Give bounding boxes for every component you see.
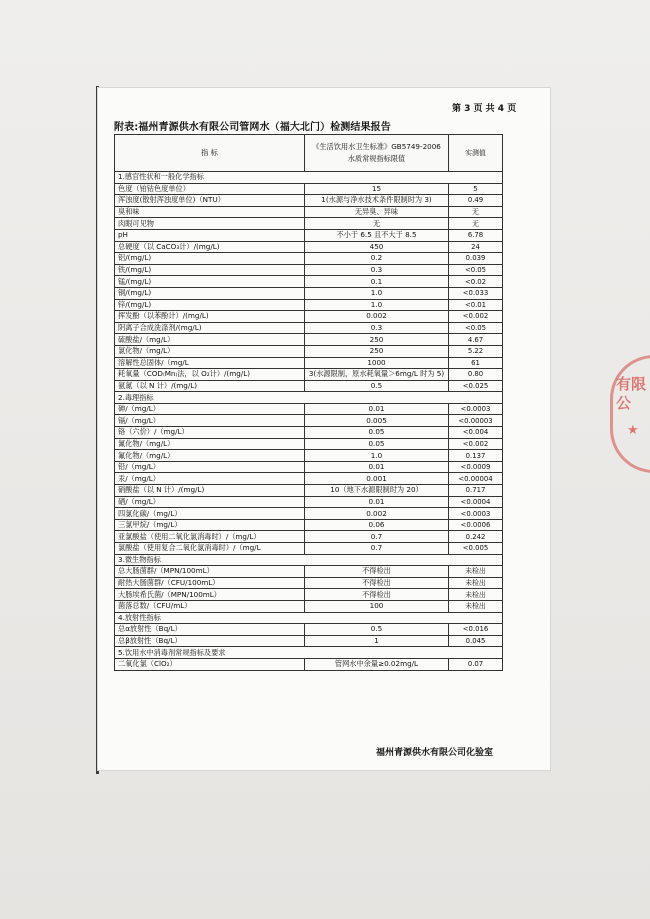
table-row bbox=[115, 311, 503, 323]
measured-value-cell: 未检出 bbox=[449, 577, 503, 589]
measured-column-header: 实测值 bbox=[449, 135, 503, 172]
limit-cell: 0.1 bbox=[305, 276, 449, 288]
indicator-cell: pH bbox=[115, 229, 305, 241]
red-seal-star: ★ bbox=[627, 423, 639, 438]
section-row bbox=[115, 612, 503, 624]
indicator-cell: 铁/(mg/L) bbox=[115, 264, 305, 276]
table-row bbox=[115, 543, 503, 555]
section-row bbox=[115, 392, 503, 404]
limit-cell: 0.05 bbox=[305, 438, 449, 450]
table-row bbox=[115, 229, 503, 241]
indicator-cell: 总硬度（以 CaCO₃计）/(mg/L) bbox=[115, 241, 305, 253]
measured-value-cell: 无 bbox=[449, 218, 503, 230]
limit-cell: 0.002 bbox=[305, 311, 449, 323]
measured-value-cell: 无 bbox=[449, 206, 503, 218]
indicator-cell: 锰/(mg/L) bbox=[115, 276, 305, 288]
limit-cell: 1000 bbox=[305, 357, 449, 369]
measured-value-cell: <0.004 bbox=[449, 427, 503, 439]
indicator-cell: 浑浊度(散射浑浊度单位)（NTU） bbox=[115, 195, 305, 207]
table-row bbox=[115, 624, 503, 636]
limit-cell: 无 bbox=[305, 218, 449, 230]
indicator-cell: 铝/(mg/L) bbox=[115, 253, 305, 265]
section-row bbox=[115, 554, 503, 566]
table-row bbox=[115, 589, 503, 601]
measured-value-cell: <0.02 bbox=[449, 276, 503, 288]
page-number: 第 3 页 共 4 页 bbox=[452, 104, 517, 114]
table-row bbox=[115, 577, 503, 589]
table-row bbox=[115, 519, 503, 531]
indicator-cell: 铅/（mg/L） bbox=[115, 461, 305, 473]
measured-value-cell: <0.002 bbox=[449, 311, 503, 323]
water-quality-table bbox=[114, 134, 503, 671]
limit-cell: 3(水源限制，原水耗氧量＞6mg/L 时为 5) bbox=[305, 369, 449, 381]
table-row bbox=[115, 600, 503, 612]
measured-value-cell: <0.033 bbox=[449, 287, 503, 299]
indicator-cell: 砷/（mg/L） bbox=[115, 403, 305, 415]
report-title: 附表:福州青源供水有限公司管网水（福大北门）检测结果报告 bbox=[114, 122, 391, 133]
limit-cell: 不得检出 bbox=[305, 566, 449, 578]
table-row bbox=[115, 415, 503, 427]
table-row bbox=[115, 276, 503, 288]
section-label: 1.感官性状和一般化学指标 bbox=[115, 172, 503, 184]
indicator-cell: 耐热大肠菌群/（CFU/100mL） bbox=[115, 577, 305, 589]
limit-cell: 0.005 bbox=[305, 415, 449, 427]
limit-cell: 15 bbox=[305, 183, 449, 195]
table-row bbox=[115, 450, 503, 462]
table-header-row bbox=[115, 135, 503, 172]
indicator-cell: 总β放射性（Bq/L） bbox=[115, 635, 305, 647]
measured-value-cell: 0.49 bbox=[449, 195, 503, 207]
indicator-cell: 二氧化氯（ClO₂） bbox=[115, 658, 305, 670]
limit-cell: 1.0 bbox=[305, 287, 449, 299]
table-row bbox=[115, 461, 503, 473]
indicator-cell: 铬（六价）/（mg/L） bbox=[115, 427, 305, 439]
indicator-cell: 溶解性总固体/（mg/L bbox=[115, 357, 305, 369]
limit-cell: 0.01 bbox=[305, 461, 449, 473]
limit-cell: 1.0 bbox=[305, 299, 449, 311]
measured-value-cell: <0.025 bbox=[449, 380, 503, 392]
indicator-cell: 硝酸盐（以 N 计）/(mg/L) bbox=[115, 485, 305, 497]
section-row bbox=[115, 172, 503, 184]
indicator-cell: 硒/（mg/L） bbox=[115, 496, 305, 508]
measured-value-cell: 5 bbox=[449, 183, 503, 195]
measured-value-cell: <0.05 bbox=[449, 264, 503, 276]
table-row bbox=[115, 322, 503, 334]
limit-cell: 0.002 bbox=[305, 508, 449, 520]
limit-column-header bbox=[305, 135, 449, 172]
table-row bbox=[115, 287, 503, 299]
table-row bbox=[115, 183, 503, 195]
table-row bbox=[115, 508, 503, 520]
indicator-cell: 大肠埃希氏菌/（MPN/100mL） bbox=[115, 589, 305, 601]
limit-cell: 1(水源与净水技术条件限制时为 3) bbox=[305, 195, 449, 207]
indicator-cell: 氨氮（以 N 计）/(mg/L) bbox=[115, 380, 305, 392]
table-row bbox=[115, 264, 503, 276]
table-row bbox=[115, 531, 503, 543]
indicator-cell: 总α放射性（Bq/L） bbox=[115, 624, 305, 636]
measured-value-cell: 24 bbox=[449, 241, 503, 253]
section-label: 3.微生物指标 bbox=[115, 554, 503, 566]
indicator-cell: 氯化物/（mg/L） bbox=[115, 345, 305, 357]
limit-cell: 1.0 bbox=[305, 450, 449, 462]
table-row bbox=[115, 403, 503, 415]
limit-header-standard: 《生活饮用水卫生标准》GB5749-2006 bbox=[312, 142, 441, 151]
limit-cell: 0.001 bbox=[305, 473, 449, 485]
measured-value-cell: 0.80 bbox=[449, 369, 503, 381]
measured-value-cell: <0.0004 bbox=[449, 496, 503, 508]
table-body bbox=[115, 172, 503, 671]
measured-value-cell: 0.717 bbox=[449, 485, 503, 497]
indicator-cell: 氰化物/（mg/L） bbox=[115, 438, 305, 450]
indicator-cell: 耗氧量（COD₍Mn₎法，以 O₂计）/(mg/L) bbox=[115, 369, 305, 381]
limit-cell: 10（地下水源限制时为 20） bbox=[305, 485, 449, 497]
measured-value-cell: <0.005 bbox=[449, 543, 503, 555]
indicator-cell: 镉/（mg/L） bbox=[115, 415, 305, 427]
measured-value-cell: 0.045 bbox=[449, 635, 503, 647]
measured-value-cell: 5.22 bbox=[449, 345, 503, 357]
indicator-cell: 铜/(mg/L) bbox=[115, 287, 305, 299]
limit-cell: 0.5 bbox=[305, 624, 449, 636]
table-row bbox=[115, 369, 503, 381]
measured-value-cell: <0.0003 bbox=[449, 403, 503, 415]
indicator-cell: 臭和味 bbox=[115, 206, 305, 218]
section-label: 4.放射性指标 bbox=[115, 612, 503, 624]
indicator-cell: 肉眼可见物 bbox=[115, 218, 305, 230]
limit-cell: 管网水中余量≥0.02mg/L bbox=[305, 658, 449, 670]
section-label: 5.饮用水中消毒剂常规指标及要求 bbox=[115, 647, 503, 659]
measured-value-cell: <0.00003 bbox=[449, 415, 503, 427]
indicator-cell: 氯酸盐（使用复合二氧化氯消毒时）/（mg/L bbox=[115, 543, 305, 555]
limit-header-subtitle: 水质常规指标限值 bbox=[347, 154, 406, 163]
indicator-cell: 色度（铂钴色度单位） bbox=[115, 183, 305, 195]
measured-value-cell: 0.242 bbox=[449, 531, 503, 543]
table-row bbox=[115, 438, 503, 450]
limit-cell: 不得检出 bbox=[305, 577, 449, 589]
indicator-cell: 硫酸盐/（mg/L） bbox=[115, 334, 305, 346]
measured-value-cell: <0.0009 bbox=[449, 461, 503, 473]
table-row bbox=[115, 473, 503, 485]
table-row bbox=[115, 496, 503, 508]
indicator-cell: 三氯甲烷/（mg/L） bbox=[115, 519, 305, 531]
indicator-cell: 汞/（mg/L） bbox=[115, 473, 305, 485]
table-row bbox=[115, 241, 503, 253]
indicator-cell: 挥发酚（以苯酚计）/(mg/L) bbox=[115, 311, 305, 323]
limit-cell: 0.01 bbox=[305, 496, 449, 508]
indicator-cell: 氟化物/（mg/L） bbox=[115, 450, 305, 462]
table-row bbox=[115, 345, 503, 357]
measured-value-cell: 4.67 bbox=[449, 334, 503, 346]
section-row bbox=[115, 647, 503, 659]
measured-value-cell: <0.05 bbox=[449, 322, 503, 334]
limit-cell: 100 bbox=[305, 600, 449, 612]
section-label: 2.毒理指标 bbox=[115, 392, 503, 404]
measured-value-cell: 未检出 bbox=[449, 600, 503, 612]
measured-value-cell: <0.0003 bbox=[449, 508, 503, 520]
indicator-cell: 亚氯酸盐（使用二氧化氯消毒时）/（mg/L） bbox=[115, 531, 305, 543]
measured-value-cell: 未检出 bbox=[449, 589, 503, 601]
limit-cell: 0.2 bbox=[305, 253, 449, 265]
indicator-cell: 阴离子合成洗涤剂/(mg/L) bbox=[115, 322, 305, 334]
limit-cell: 250 bbox=[305, 345, 449, 357]
red-seal-text: 有限公 bbox=[616, 375, 647, 412]
limit-cell: 250 bbox=[305, 334, 449, 346]
table-row bbox=[115, 427, 503, 439]
table-row bbox=[115, 334, 503, 346]
limit-cell: 0.7 bbox=[305, 543, 449, 555]
limit-cell: 不得检出 bbox=[305, 589, 449, 601]
table-row bbox=[115, 566, 503, 578]
limit-cell: 0.3 bbox=[305, 322, 449, 334]
limit-cell: 0.01 bbox=[305, 403, 449, 415]
table-row bbox=[115, 485, 503, 497]
measured-value-cell: 0.137 bbox=[449, 450, 503, 462]
lab-footer: 福州青源供水有限公司化验室 bbox=[376, 748, 494, 758]
table-row bbox=[115, 195, 503, 207]
indicator-cell: 总大肠菌群/（MPN/100mL） bbox=[115, 566, 305, 578]
limit-cell: 0.7 bbox=[305, 531, 449, 543]
limit-cell: 0.5 bbox=[305, 380, 449, 392]
table-row bbox=[115, 253, 503, 265]
measured-value-cell: 未检出 bbox=[449, 566, 503, 578]
limit-cell: 450 bbox=[305, 241, 449, 253]
table-row bbox=[115, 380, 503, 392]
limit-cell: 0.06 bbox=[305, 519, 449, 531]
table-row bbox=[115, 658, 503, 670]
measured-value-cell: <0.01 bbox=[449, 299, 503, 311]
limit-cell: 0.05 bbox=[305, 427, 449, 439]
measured-value-cell: 61 bbox=[449, 357, 503, 369]
measured-value-cell: 0.039 bbox=[449, 253, 503, 265]
measured-value-cell: <0.002 bbox=[449, 438, 503, 450]
indicator-cell: 四氯化碳/（mg/L） bbox=[115, 508, 305, 520]
limit-cell: 0.3 bbox=[305, 264, 449, 276]
table-row bbox=[115, 299, 503, 311]
table-row bbox=[115, 218, 503, 230]
measured-value-cell: <0.016 bbox=[449, 624, 503, 636]
table-row bbox=[115, 635, 503, 647]
measured-value-cell: 6.78 bbox=[449, 229, 503, 241]
limit-cell: 不小于 6.5 且不大于 8.5 bbox=[305, 229, 449, 241]
indicator-column-header: 指 标 bbox=[115, 135, 305, 172]
measured-value-cell: <0.0006 bbox=[449, 519, 503, 531]
table-row bbox=[115, 206, 503, 218]
measured-value-cell: <0.00004 bbox=[449, 473, 503, 485]
measured-value-cell: 0.07 bbox=[449, 658, 503, 670]
indicator-cell: 锌/(mg/L) bbox=[115, 299, 305, 311]
limit-cell: 无异臭、异味 bbox=[305, 206, 449, 218]
indicator-cell: 菌落总数/（CFU/mL） bbox=[115, 600, 305, 612]
limit-cell: 1 bbox=[305, 635, 449, 647]
table-row bbox=[115, 357, 503, 369]
